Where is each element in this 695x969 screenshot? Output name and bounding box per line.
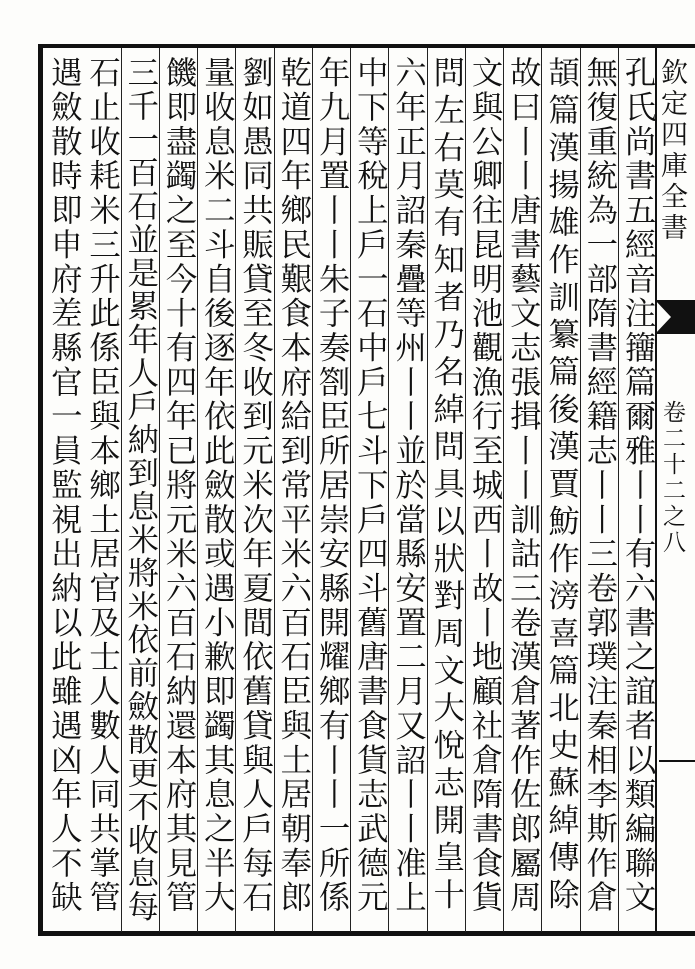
text-column-16: 遇斂散時即申府差縣官一員監視出納以此雖遇凶年人不缺 (45, 56, 82, 915)
text-column-9: 年九月置丨丨朱子奏劄臣所居崇安縣開耀鄉有丨丨一所係 (313, 56, 349, 915)
text-column-1: 孔氏尚書五經音注籒篇爾雅丨丨有六書之誼者以類編聯文 (619, 56, 655, 915)
text-column-7: 六年正月詔秦疊等州丨丨並於當縣安置二月又詔丨丨准上 (389, 56, 426, 915)
margin-volume-label: 卷二十二之八 (659, 400, 685, 556)
text-column-15: 石止收耗米三升此係臣與本鄉土居官及士人數人同共掌管 (83, 56, 120, 915)
text-column-2: 無復重統為一部隋書經籍志丨丨三卷郭璞注秦相李斯作倉 (580, 56, 617, 915)
text-column-3: 頡篇漢揚雄作訓纂篇後漢賈魴作滂喜篇北史蘇綽傳除 (542, 56, 579, 916)
margin-book-title: 欽定四庫全書 (656, 58, 687, 244)
text-column-10: 乾道四年鄉民艱食本府給到常平米六百石臣與土居朝奉郎 (274, 56, 311, 915)
text-column-6: 問左右莫有知者乃名綽問具以狀對周文大悅志開皇十 (427, 56, 464, 916)
text-column-5: 文與公卿往昆明池觀漁行至城西丨故丨地顧社倉隋書食貨 (466, 56, 502, 915)
text-column-13: 饑即盡蠲之至今十有四年已將元米六百石納還本府其見管 (160, 56, 196, 915)
margin-divider (659, 760, 695, 762)
text-column-14: 三千一百石並是累年人戶納到息米將米依前斂散更不收息每 (121, 56, 158, 924)
text-column-4: 故曰丨丨唐書藝文志張揖丨丨訓詁三卷漢倉著作佐郎屬周 (504, 56, 541, 915)
text-column-12: 量收息米二斗自後逐年依此斂散或遇小歉即蠲其息之半大 (198, 56, 235, 915)
text-column-8: 中下等稅上戶一石中戶七斗下戶四斗舊唐書食貨志武德元 (351, 56, 388, 915)
text-column-11: 劉如愚同共賑貸至冬收到元米次年夏間依舊貸與人戶每石 (236, 56, 273, 915)
